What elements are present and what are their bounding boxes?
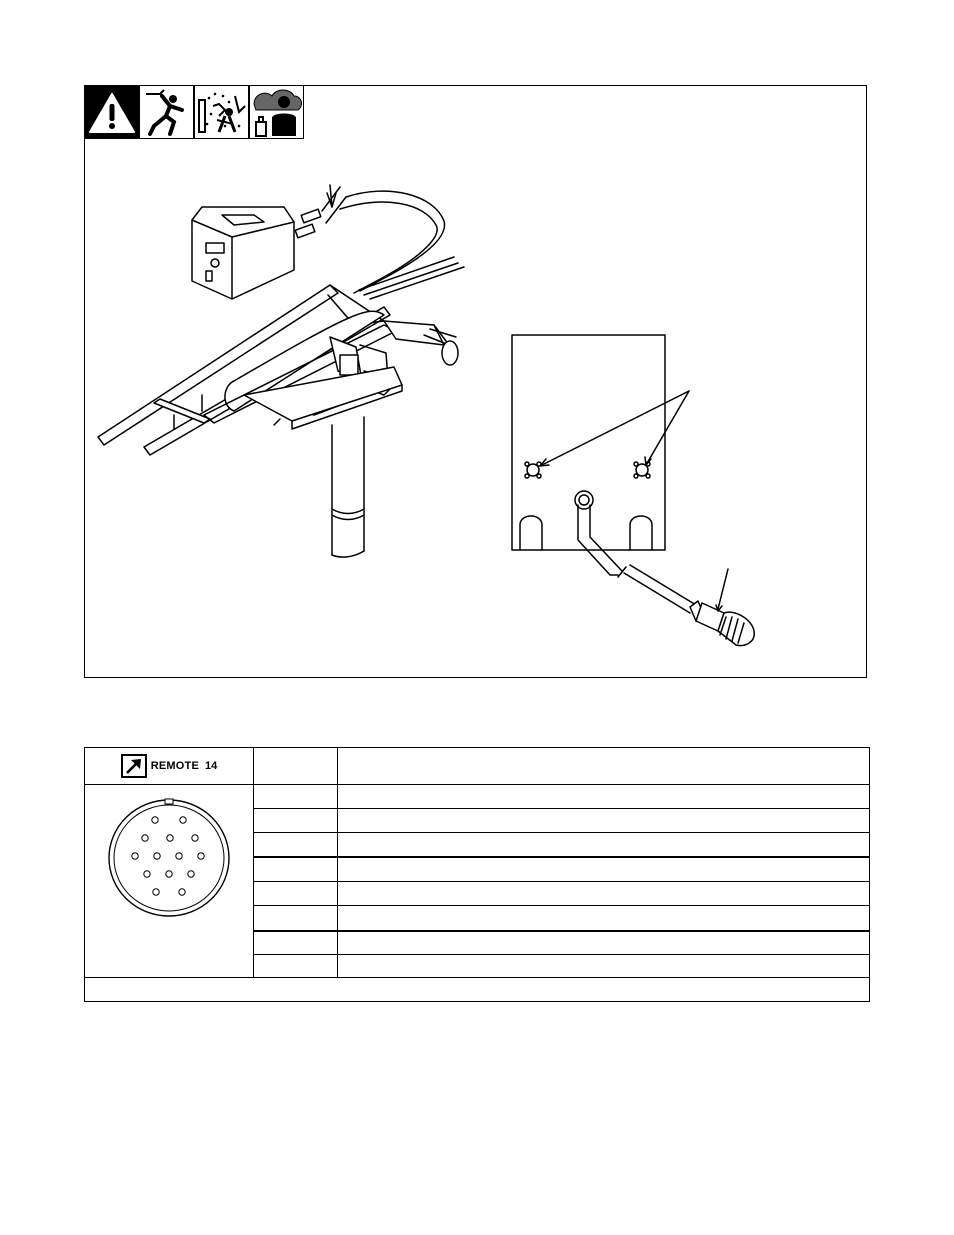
cable-plug [690,569,754,645]
unit-cable-connectors [295,185,346,238]
receptacle-label: REMOTE [150,760,199,772]
receptacle-header [85,748,253,784]
equipment-illustration [84,85,867,678]
table-row-divider [253,930,869,932]
cable-loop-inner [346,191,445,291]
table-row-divider [85,977,869,978]
remote-arrow-icon [121,754,147,778]
receptacle-pin-table [84,747,870,1002]
travel-carriage [98,285,458,455]
table-row-divider [253,954,869,955]
control-unit [192,207,294,299]
table-row-divider [253,808,869,809]
table-row-divider [253,905,869,906]
table-column-divider [337,748,338,977]
table-row-divider [253,832,869,833]
remote-receptacle-badge [121,755,218,777]
receptacle-number: 14 [205,760,218,772]
support-column [332,417,364,557]
table-row-divider [85,784,869,785]
14-pin-connector-face [107,798,231,918]
table-row-divider [253,856,869,858]
table-column-divider [253,748,254,977]
torch-leads [359,257,464,299]
table-row-divider [253,881,869,882]
receptacle-panel-view [512,335,754,645]
